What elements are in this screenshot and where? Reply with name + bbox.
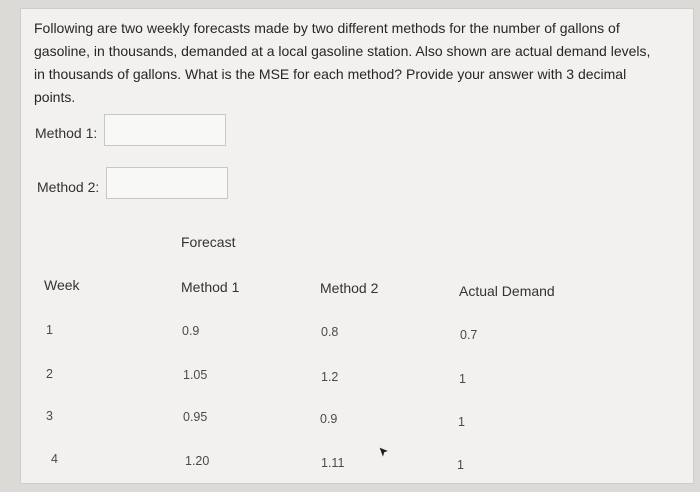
- table-cell-method2: 0.8: [321, 325, 339, 339]
- table-cell-week: 2: [46, 367, 53, 381]
- table-cell-method2: 1.2: [321, 370, 339, 384]
- table-cell-actual: 0.7: [460, 328, 478, 342]
- table-cell-actual: 1: [459, 372, 466, 386]
- table-cell-week: 1: [46, 323, 53, 337]
- table-cell-method1: 1.20: [185, 454, 210, 468]
- forecast-group-header: Forecast: [181, 234, 236, 250]
- question-text: Following are two weekly forecasts made by two different methods for the number of gallons of gasoline, in thousands, demanded at a local gasoline station. Also shown are actual demand levels, in thousands of gallons. What is the MSE for each method? Provide your answer with 3 decimal points.: [34, 20, 651, 105]
- method1-column-header: Method 1: [181, 279, 240, 295]
- table-cell-method1: 0.95: [183, 410, 208, 424]
- table-cell-actual: 1: [457, 458, 464, 472]
- table-cell-week: 4: [51, 452, 58, 466]
- actual-demand-column-header: Actual Demand: [459, 283, 555, 299]
- question-panel: [20, 8, 694, 484]
- data-table: [21, 9, 693, 483]
- method2-column-header: Method 2: [320, 280, 379, 296]
- table-cell-method1: 1.05: [183, 368, 208, 382]
- table-cell-method2: 0.9: [320, 412, 338, 426]
- table-cell-method2: 1.11: [321, 456, 345, 470]
- table-cell-method1: 0.9: [182, 324, 200, 338]
- week-column-header: Week: [44, 277, 80, 293]
- method2-label: Method 2:: [37, 179, 100, 195]
- table-cell-actual: 1: [458, 415, 465, 429]
- method1-label: Method 1:: [35, 125, 98, 141]
- table-cell-week: 3: [46, 409, 53, 423]
- mouse-pointer-icon: [378, 446, 390, 460]
